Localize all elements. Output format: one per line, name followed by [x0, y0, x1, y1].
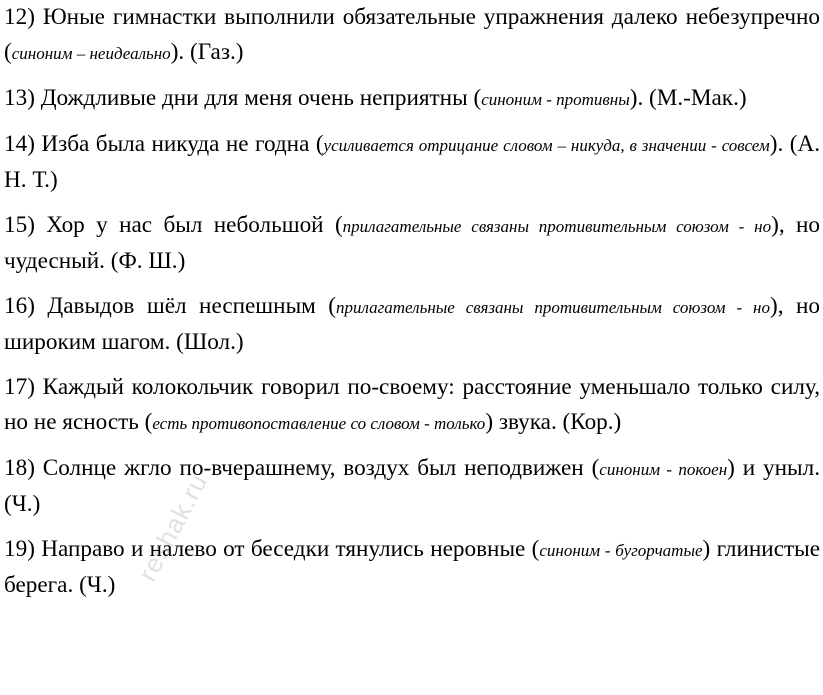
annotation: прилагательные связаны противительным союзом - но — [342, 217, 772, 236]
sentence-13: 13) Дождливые дни для меня очень неприятны (синоним - противны). (М.-Мак.) — [4, 85, 747, 111]
sentence-16: 16) Давыдов шёл неспешным (прилагательные связаны противительным союзом - но), но широким шагом. (Шол.) — [4, 293, 820, 355]
sentence-14: 14) Изба была никуда не годна (усиливается отрицание словом – никуда, в значении - совсем). (А. Н. Т.) — [4, 131, 820, 193]
annotation: есть противопоставление со словом - только — [152, 414, 486, 433]
sentence-12: 12) Юные гимнастки выполнили обязательные упражнения далеко небезупречно (синоним – неидеально). (Газ.) — [4, 4, 820, 65]
sentence-15: 15) Хор у нас был небольшой (прилагательные связаны противительным союзом - но), но чудесный. (Ф. Ш.) — [4, 212, 820, 274]
annotation: усиливается отрицание словом – никуда, в значении - совсем — [323, 136, 770, 155]
annotation: синоним – неидеально — [11, 44, 171, 63]
annotation: синоним - бугорчатые — [539, 541, 703, 560]
sentence-18: 18) Солнце жгло по-вчерашнему, воздух был неподвижен (синоним - покоен) и уныл. (Ч.) — [4, 455, 820, 517]
annotation: прилагательные связаны противительным союзом - но — [336, 298, 770, 317]
sentence-17: 17) Каждый колокольчик говорил по-своему: расстояние уменьшало только силу, но не ясность (есть противопоставление со словом - только) звука. (Кор.) — [4, 374, 820, 435]
annotation: синоним - противны — [481, 90, 630, 109]
watermark: reshak.ru — [132, 468, 214, 587]
sentence-19: 19) Направо и налево от беседки тянулись неровные (синоним - бугорчатые) глинистые берега. (Ч.) — [4, 536, 820, 598]
exercise-text — [4, 0, 820, 603]
annotation: синоним - покоен — [599, 460, 728, 479]
